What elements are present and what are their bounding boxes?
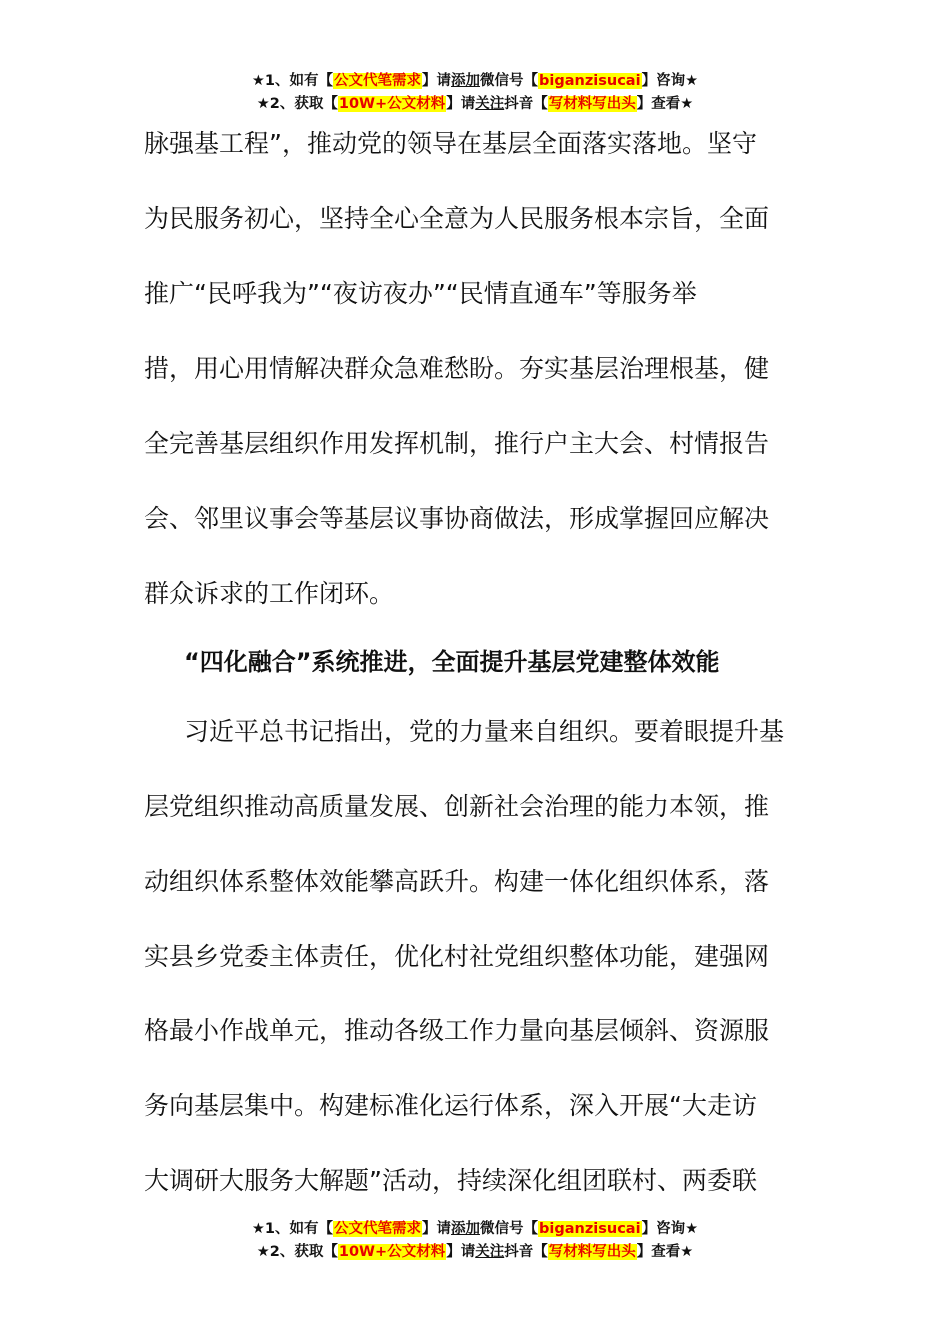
banner-highlight: 公文代笔需求 — [334, 1221, 422, 1237]
banner-text: 抖音【 — [504, 1244, 548, 1260]
paragraph-line: 实县乡党委主体责任，优化村社党组织整体功能，建强网 — [144, 942, 770, 971]
paragraph-line: 大调研大服务大解题”活动，持续深化组团联村、两委联 — [144, 1166, 757, 1195]
banner-highlight: biganzisucai — [539, 1221, 641, 1237]
paragraph-line: 措，用心用情解决群众急难愁盼。夯实基层治理根基，健 — [144, 354, 770, 383]
banner-text: 微信号【 — [480, 1221, 539, 1237]
paragraph-line: 为民服务初心，坚持全心全意为人民服务根本宗旨，全面 — [144, 204, 770, 233]
banner-text: 】请 — [422, 73, 452, 89]
paragraph-line: 脉强基工程”，推动党的领导在基层全面落实落地。坚守 — [144, 129, 757, 158]
banner-text: 】请 — [446, 1244, 476, 1260]
banner-line-1 — [0, 1218, 950, 1241]
paragraph-line: 习近平总书记指出，党的力量来自组织。要着眼提升基 — [184, 717, 785, 746]
banner-line-1 — [0, 70, 950, 93]
paragraph-line: 务向基层集中。构建标准化运行体系，深入开展“大走访 — [144, 1091, 757, 1120]
banner-highlight: 公文代笔需求 — [334, 73, 422, 89]
banner-line-2 — [0, 93, 950, 116]
footer-banner — [0, 1218, 950, 1264]
banner-emphasis: 添加 — [451, 1221, 481, 1237]
banner-line-2 — [0, 1241, 950, 1264]
header-banner — [0, 70, 950, 116]
banner-text: ★1、如有【 — [251, 73, 334, 89]
banner-text: 】请 — [422, 1221, 452, 1237]
banner-text: 】咨询★ — [641, 1221, 699, 1237]
banner-text: 微信号【 — [480, 73, 539, 89]
banner-emphasis: 添加 — [451, 73, 481, 89]
banner-highlight: 写材料写出头 — [548, 1244, 636, 1260]
banner-text: ★2、获取【 — [256, 1244, 338, 1260]
paragraph-line: 动组织体系整体效能攀高跃升。构建一体化组织体系，落 — [144, 867, 770, 896]
banner-highlight: 10W+公文材料 — [338, 1244, 446, 1260]
banner-text: 】查看★ — [636, 96, 694, 112]
paragraph-line: 群众诉求的工作闭环。 — [144, 579, 395, 608]
banner-emphasis: 关注 — [475, 96, 505, 112]
banner-text: 】查看★ — [636, 1244, 694, 1260]
paragraph-line: 格最小作战单元，推动各级工作力量向基层倾斜、资源服 — [144, 1016, 770, 1045]
banner-highlight: 写材料写出头 — [548, 96, 636, 112]
paragraph-line: 全完善基层组织作用发挥机制，推行户主大会、村情报告 — [144, 429, 770, 458]
paragraph-line: 层党组织推动高质量发展、创新社会治理的能力本领，推 — [144, 792, 770, 821]
banner-highlight: 10W+公文材料 — [338, 96, 446, 112]
banner-text: ★2、获取【 — [256, 96, 338, 112]
banner-text: 抖音【 — [504, 96, 548, 112]
banner-text: 】请 — [446, 96, 476, 112]
banner-highlight: biganzisucai — [539, 73, 641, 89]
banner-text: 】咨询★ — [641, 73, 699, 89]
banner-text: ★1、如有【 — [251, 1221, 334, 1237]
banner-emphasis: 关注 — [475, 1244, 505, 1260]
section-heading: “四化融合”系统推进，全面提升基层党建整体效能 — [184, 648, 720, 676]
paragraph-line: 会、邻里议事会等基层议事协商做法，形成掌握回应解决 — [144, 504, 770, 533]
paragraph-line: 推广“民呼我为”“夜访夜办”“民情直通车”等服务举 — [144, 279, 697, 308]
